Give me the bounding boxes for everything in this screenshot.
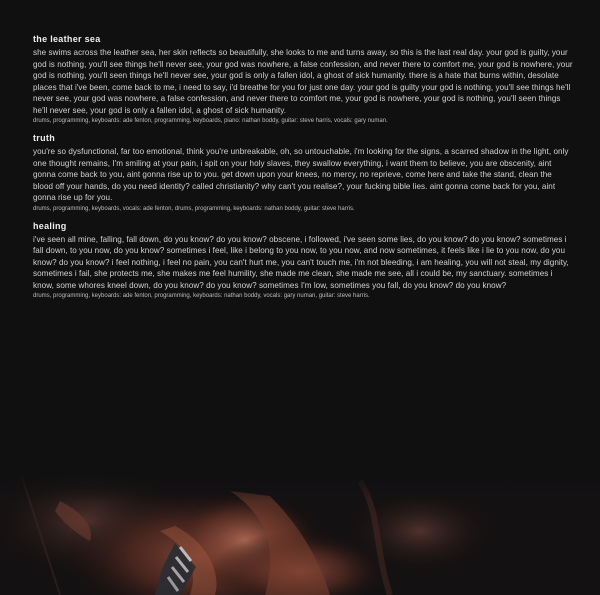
song-healing	[33, 221, 573, 302]
song-credits: drums, programming, keyboards: ade fenton, programming, keyboards, piano: nathan boddy, guitar: steve harris, vocals: gary numan.	[33, 118, 388, 124]
song-credits: drums, programming, keyboards, vocals: ade fenton, drums, programming, keyboards: nathan boddy, guitar: steve harris.	[33, 205, 355, 212]
song-truth	[33, 133, 573, 214]
lyrics-column	[33, 34, 573, 308]
artwork-photo	[0, 471, 600, 595]
song-credits: drums, programming, keyboards: ade fenton, programming, keyboards: nathan boddy, vocals: gary numan, guitar: steve harris.	[33, 293, 370, 299]
song-lyrics: you're so dysfunctional, far too emotional, think you're unbreakable, oh, so untouchable, i'm looking for the signs, a scarred shadow in the light, only one thought remains, I'm smiling at your pain, i spit on your holy slaves, they swallow everything, i want them to believe, you are obscenity, aint gonna come back to you, aint gonna rise up to you. get down upon your knees, no mercy, no reprieve, come here and take the stand, clean the blood off your hands, do you need identity? called christianity? why can't you realise?, your fucking bible lies. aint gonna come back for you, aint gonna rise up for you.	[33, 147, 569, 202]
song-lyrics: she swims across the leather sea, her skin reflects so beautifully, she looks to me and turns away, so this is the last real day. your god is guilty, your god is nothing, you'll see things he'll never see, your god was nowhere, a false confession, and never there to comfort me, your god is nowhere, your god is nothing, you'll seen things he'll never see, your god is only a fallen idol, a ghost of sick humanity. there is a hate that burns within, desolate places that i've been, come back to me, i need to say, i'd breathe for you for just one day. your god is guilty your god is nothing, you'll see things he'll never see, your god was nowhere, a false confession, and never there to comfort me, your god is nowhere, your god is nothing, you'll seen things he'll never see, your god is only a fallen idol, a ghost of sick humanity.	[33, 48, 573, 115]
song-title: truth	[33, 133, 55, 143]
song-title: healing	[33, 220, 67, 231]
song-title: the leather sea	[33, 34, 101, 44]
song-the-leather-sea	[33, 34, 573, 126]
song-lyrics: i've seen all mine, falling, fall down, do you know? do you know? obscene, i followed, i've seen some lies, do you know? do you know? sometimes i fall down, to you now, do you know? sometimes i feel, like i belong to you now, to you now, and now sometimes, it feels like i lie to you now, do you know? do you know? i feel nothing, i feel no pain, you can't hurt me, you can't touch me, i'm not bleeding, i am healing, you will not steal, my dignity, sometimes i fail, she protects me, she makes me feel humility, she made me clean, she made me see, all i could be, my sanctuary. sometimes i know, some whores kneel down, do you know? do you know? sometimes I'm low, sometimes you fall, do you know? do you know?	[33, 234, 569, 290]
